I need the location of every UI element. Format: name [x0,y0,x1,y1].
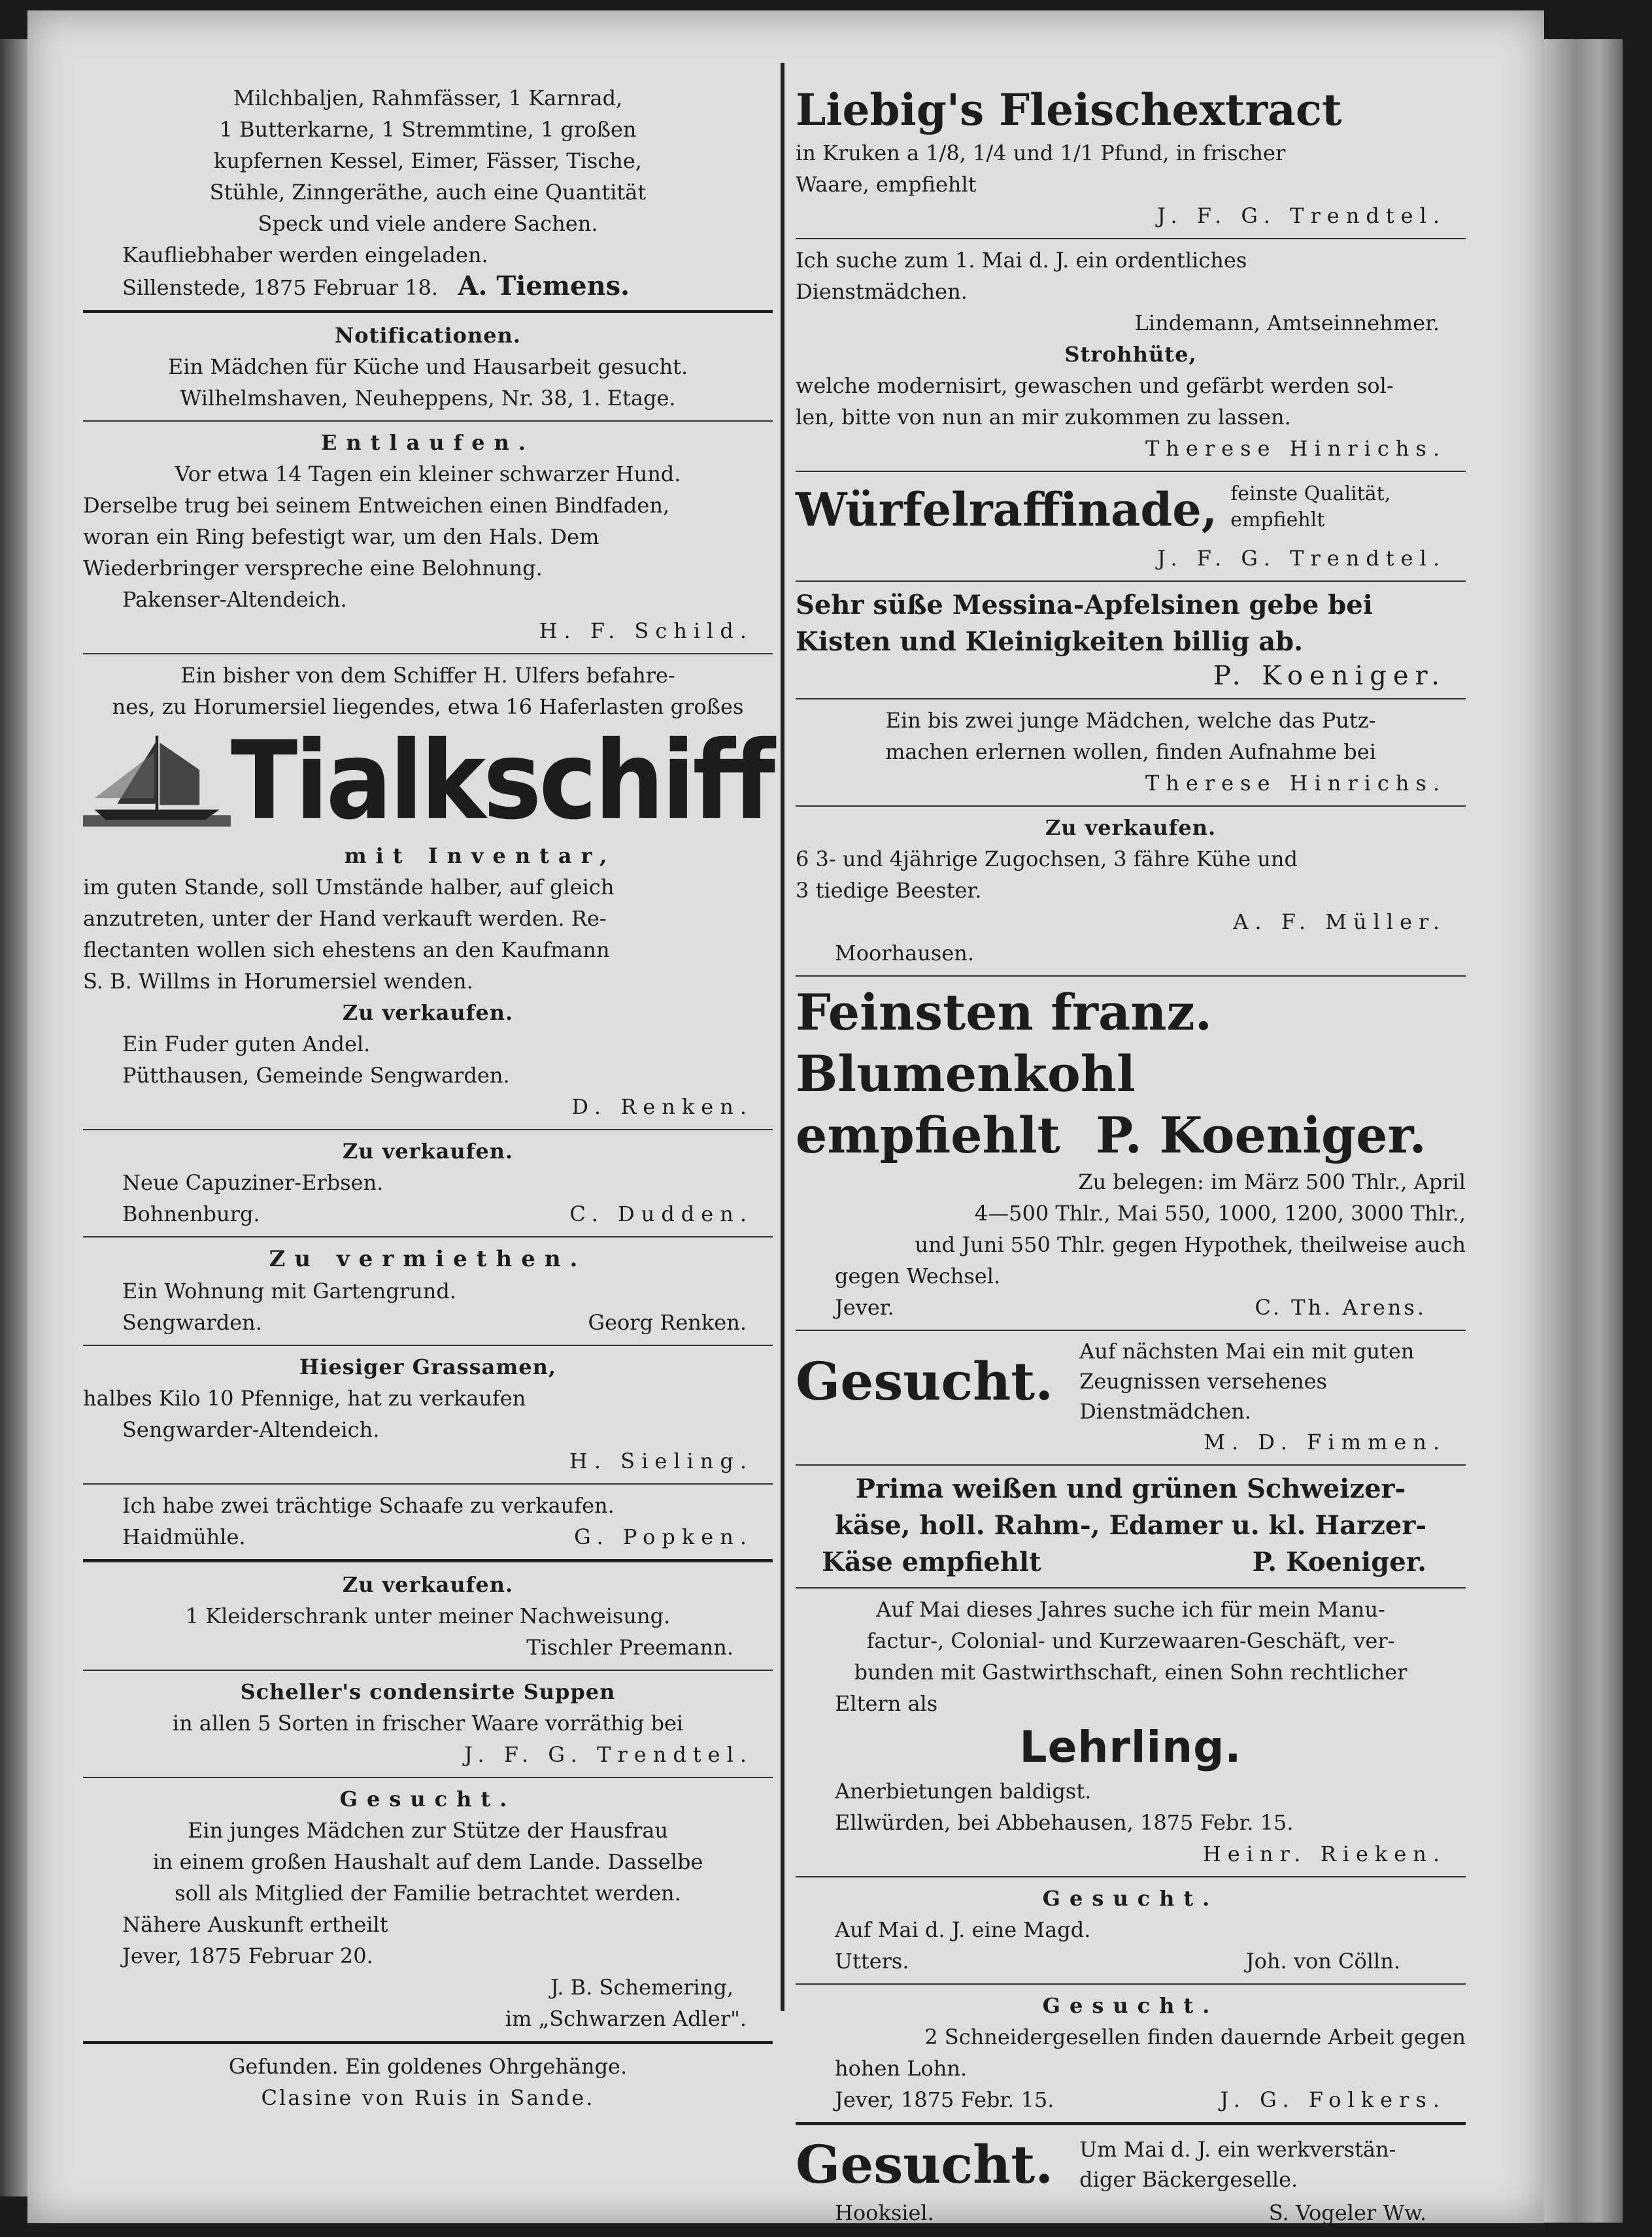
separator [83,653,773,654]
auction-ad [83,82,773,303]
tialk-header [83,718,773,844]
verm-line: Ein Wohnung mit Gartengrund. [122,1279,457,1304]
messina-line: Kisten und Kleinigkeiten billig ab. [796,626,1304,657]
blumen-empfiehlt: empfiehlt [796,1106,1060,1164]
sailing-ship-icon [83,722,231,840]
stroh-ad [796,339,1466,464]
notif-line: Wilhelmshaven, Neuheppens, Nr. 38, 1. Etage. [180,386,676,411]
gesucht5-title: Gesucht. [796,2134,1054,2195]
wuerfel-signature: J. F. G. Trendtel. [1157,546,1446,571]
verk1-line: Ein Fuder guten Andel. [122,1032,371,1056]
separator [83,1236,773,1237]
verk3-ad [83,1569,773,1663]
lehrling-signature: Heinr. Rieken. [1202,1842,1446,1866]
gesucht2-line-1: Auf nächsten Mai ein mit guten [1079,1339,1415,1364]
messina-line: Sehr süße Messina-Apfelsinen gebe bei [796,590,1373,620]
blumen-signature: P. Koeniger. [1095,1106,1426,1164]
gefunden-ad [83,2051,773,2113]
verk4-ad [796,812,1466,969]
blumen-ad [796,982,1466,1166]
gesucht2-signature: M. D. Fimmen. [1204,1430,1446,1455]
left-column [83,82,773,2113]
belegen-signature: C. Th. Arens. [1255,1295,1426,1320]
gesucht5-signature: S. Vogeler Ww. [1268,2200,1426,2225]
schaafe-line: Ich habe zwei trächtige Schaafe zu verkaufen. [122,1493,615,1518]
entlaufen-title: Entlaufen. [320,430,535,455]
putz-signature: Therese Hinrichs. [1145,771,1446,796]
entlaufen-signature: H. F. Schild. [539,618,753,643]
entlaufen-line: woran ein Ring befestigt war, um den Hals. Dem [83,524,599,549]
separator [83,1129,773,1130]
verk2-ad [83,1135,773,1230]
auction-line: Speck und viele andere Sachen. [258,211,598,236]
kaese-line: Prima weißen und grünen Schweizer- [855,1473,1406,1504]
stroh-line: welche modernisirt, gewaschen und gefärbt werden sol- [796,373,1394,398]
stroh-title: Strohhüte, [1064,342,1197,367]
wuerfel-side-1: feinste Qualität, [1230,482,1391,505]
scheller-line: in allen 5 Sorten in frischer Waare vorräthig bei [172,1711,684,1736]
verm-title: Zu vermiethen. [269,1246,587,1272]
gesucht4-place-date: Jever, 1875 Febr. 15. [835,2087,1054,2112]
kaese-signature: P. Koeniger. [1252,1547,1426,1577]
lehrling-line: bunden mit Gastwirthschaft, einen Sohn rechtlicher [854,1660,1408,1685]
gesucht1-signature: J. B. Schemering, [550,1975,733,2000]
gras-ad [83,1351,773,1477]
gras-line: halbes Kilo 10 Pfennige, hat zu verkaufen [83,1386,526,1411]
separator [83,1345,773,1346]
gesucht5-text [1053,2134,1396,2195]
dienst-signature: Lindemann, Amtseinnehmer. [1134,311,1440,335]
gras-place: Sengwarder-Altendeich. [122,1417,380,1442]
gesucht3-signature: Joh. von Cölln. [1245,1949,1400,1974]
stroh-line: len, bitte von nun an mir zukommen zu lassen. [796,405,1291,429]
gesucht2-title: Gesucht. [796,1351,1054,1412]
gesucht4-ad [796,1990,1466,2115]
kaese-footer [796,1544,1466,1581]
verk3-signature: Tischler Preemann. [526,1635,733,1660]
belegen-ad [796,1166,1466,1323]
verm-footer [83,1307,773,1338]
scheller-signature: J. F. G. Trendtel. [464,1742,753,1767]
verm-ad [83,1243,773,1338]
gesucht2-text [1053,1336,1466,1426]
schaafe-place: Haidmühle. [122,1524,246,1549]
gesucht1-title: Gesucht. [339,1787,516,1811]
gesucht5-footer [796,2197,1466,2229]
auction-invite: Kaufliebhaber werden eingeladen. [122,243,488,267]
scheller-title: Scheller's condensirte Suppen [240,1679,616,1704]
lehrling-ad [796,1594,1466,1870]
separator [796,1983,1466,1985]
schaafe-signature: G. Popken. [574,1524,753,1549]
wuerfel-header [796,477,1466,543]
verk1-title: Zu verkaufen. [342,1000,514,1025]
separator [83,1559,773,1562]
liebig-signature: J. F. G. Trendtel. [1157,203,1446,228]
separator [796,2122,1466,2125]
belegen-footer [796,1292,1466,1323]
separator [83,1670,773,1671]
entlaufen-line: Wiederbringer verspreche eine Belohnung. [83,556,543,580]
gesucht4-line: 2 Schneidergesellen finden dauernde Arbeit gegen [924,2025,1466,2049]
verk4-line: 3 tiedige Beester. [796,878,982,903]
verk4-place: Moorhausen. [835,941,975,966]
lehrling-line: Eltern als [835,1691,938,1716]
wuerfel-side [1217,481,1391,543]
separator [796,1330,1466,1331]
tialk-intro: Ein bisher von dem Schiffer H. Ulfers befahre- [180,663,675,688]
verm-place: Sengwarden. [122,1310,262,1335]
entlaufen-line: Derselbe trug bei seinem Entweichen einen Bindfaden, [83,493,670,518]
schaafe-ad [83,1490,773,1553]
liebig-ad [796,82,1466,231]
auction-footer [83,271,773,303]
gesucht1-line: soll als Mitglied der Familie betrachtet werden. [175,1881,681,1906]
gesucht1-ad [83,1783,773,2034]
gesucht1-info: Nähere Auskunft ertheilt [122,1912,388,1937]
verk4-line: 6 3- und 4jährige Zugochsen, 3 fähre Kühe und [796,847,1298,871]
tialk-title: Tialkschiff [230,718,773,844]
messina-signature: P. Koeniger. [1213,661,1446,691]
schaafe-footer [83,1521,773,1553]
auction-line: 1 Butterkarne, 1 Stremmtine, 1 großen [219,117,637,142]
lehrling-title: Lehrling. [1019,1722,1242,1772]
tialk-subtitle: mit Inventar, [344,843,616,868]
gesucht4-signature: J. G. Folkers. [1220,2087,1446,2112]
putz-ad [796,705,1466,799]
gesucht2-header [796,1336,1466,1426]
book-edge [1544,39,1623,2223]
scheller-ad [83,1676,773,1770]
gesucht3-place: Utters. [835,1949,909,1974]
messina-ad [796,587,1466,692]
verm-signature: Georg Renken. [588,1310,747,1335]
verk1-signature: D. Renken. [571,1094,753,1119]
putz-line: machen erlernen wollen, finden Aufnahme bei [885,739,1376,764]
gesucht1-place-date: Jever, 1875 Februar 20. [122,1943,373,1968]
gesucht4-footer [796,2084,1466,2115]
wuerfel-ad [796,477,1466,574]
separator [83,420,773,422]
liebig-title: Liebig's Fleischextract [796,84,1342,135]
gesucht2-line-2: Zeugnissen versehenes Dienstmädchen. [1079,1369,1327,1424]
separator [83,1483,773,1485]
separator [796,1464,1466,1466]
verk2-title: Zu verkaufen. [342,1139,514,1164]
verk4-title: Zu verkaufen. [1045,815,1217,840]
separator [83,1777,773,1778]
gesucht1-signature: im „Schwarzen Adler". [505,2006,747,2031]
tialk-ad [83,660,773,997]
gesucht3-footer [796,1945,1466,1977]
gesucht5-line-2: diger Bäckergeselle. [1079,2167,1298,2192]
separator [796,1876,1466,1877]
lehrling-line: factur-, Colonial- und Kurzewaaren-Geschäft, ver- [866,1628,1395,1653]
gesucht5-line-1: Um Mai d. J. ein werkverstän- [1079,2137,1396,2162]
verk1-ad [83,997,773,1122]
kaese-line: käse, holl. Rahm-, Edamer u. kl. Harzer- [835,1510,1426,1541]
separator [83,2041,773,2044]
newspaper-page [27,10,1544,2223]
verk2-signature: C. Dudden. [569,1202,753,1226]
notif-line: Ein Mädchen für Küche und Hausarbeit gesucht. [167,354,688,379]
gefunden-signature: Clasine von Ruis in Sande. [261,2085,595,2110]
wuerfel-title: Würfelraffinade, [796,482,1218,537]
gesucht3-title: Gesucht. [1042,1886,1219,1911]
notif-ad [83,320,773,414]
verk4-signature: A. F. Müller. [1233,909,1446,934]
gesucht1-line: Ein junges Mädchen zur Stütze der Hausfrau [188,1818,668,1843]
dienst-line: Dienstmädchen. [796,279,968,304]
gesucht5-ad [796,2132,1466,2229]
adjacent-page-edge [0,39,27,2196]
gesucht4-title: Gesucht. [1042,1993,1219,2018]
blumen-title: Feinsten franz. Blumenkohl [796,983,1213,1103]
gesucht1-line: in einem großen Haushalt auf dem Lande. Dasselbe [152,1849,703,1874]
auction-place-date: Sillenstede, 1875 Februar 18. [122,275,438,300]
wuerfel-side-2: empfiehlt [1230,509,1325,531]
auction-line: Stühle, Zinngeräthe, auch eine Quantität [209,180,647,205]
tialk-line: S. B. Willms in Horumersiel wenden. [83,969,473,994]
liebig-line: in Kruken a 1/8, 1/4 und 1/1 Pfund, in frischer [796,141,1286,165]
separator [83,310,773,313]
gesucht2-ad [796,1336,1466,1458]
column-divider [781,63,784,2011]
gesucht5-header [796,2132,1466,2197]
lehrling-place-date: Ellwürden, bei Abbehausen, 1875 Febr. 15. [835,1810,1294,1835]
separator [796,1587,1466,1589]
auction-line: kupfernen Kessel, Eimer, Fässer, Tische, [214,148,642,173]
entlaufen-ad [83,427,773,647]
belegen-line: und Juni 550 Thlr. gegen Hypothek, theilweise auch [915,1232,1466,1257]
verk2-line: Neue Capuziner-Erbsen. [122,1170,384,1195]
tialk-line: flectanten wollen sich ehestens an den Kaufmann [83,937,610,962]
separator [796,805,1466,807]
entlaufen-place: Pakenser-Altendeich. [122,587,347,612]
separator [796,975,1466,977]
belegen-line: gegen Wechsel. [835,1264,1001,1288]
belegen-line: Zu belegen: im März 500 Thlr., April [1078,1169,1466,1194]
kaese-ad [796,1471,1466,1581]
lehrling-offer: Anerbietungen baldigst. [835,1779,1092,1804]
notif-title: Notificationen. [335,323,521,348]
gesucht3-line: Auf Mai d. J. eine Magd. [835,1917,1091,1942]
belegen-line: 4—500 Thlr., Mai 550, 1000, 1200, 3000 Thlr., [974,1201,1466,1226]
gras-signature: H. Sieling. [569,1449,753,1473]
gesucht4-line: hohen Lohn. [835,2056,968,2081]
dienst-line: Ich suche zum 1. Mai d. J. ein ordentliches [796,248,1247,273]
verk3-title: Zu verkaufen. [342,1572,514,1597]
putz-line: Ein bis zwei junge Mädchen, welche das Putz- [885,708,1376,733]
dienst-ad [796,244,1466,339]
gras-title: Hiesiger Grassamen, [299,1354,556,1379]
gesucht5-place: Hooksiel. [835,2200,934,2225]
lehrling-line: Auf Mai dieses Jahres suche ich für mein Manu- [876,1597,1385,1622]
gesucht3-ad [796,1883,1466,1977]
blumen-footer [796,1105,1466,1166]
separator [796,238,1466,239]
tialk-line: anzutreten, unter der Hand verkauft werden. Re- [83,906,607,931]
separator [796,698,1466,699]
auction-signature: A. Tiemens. [458,271,630,301]
tialk-line: im guten Stande, soll Umstände halber, auf gleich [83,875,615,900]
liebig-line: Waare, empfiehlt [796,172,977,197]
kaese-empfiehlt: Käse empfiehlt [822,1547,1041,1577]
verk3-line: 1 Kleiderschrank unter meiner Nachweisung. [185,1604,671,1628]
verk1-place: Pütthausen, Gemeinde Sengwarden. [122,1063,510,1088]
separator [796,580,1466,582]
auction-line: Milchbaljen, Rahmfässer, 1 Karnrad, [233,86,623,110]
separator [796,471,1466,472]
stroh-signature: Therese Hinrichs. [1145,436,1446,461]
right-column [796,82,1466,2229]
gefunden-line: Gefunden. Ein goldenes Ohrgehänge. [228,2054,628,2079]
tialk-intro: nes, zu Horumersiel liegendes, etwa 16 Haferlasten großes [112,694,744,719]
verk2-place: Bohnenburg. [122,1202,260,1226]
entlaufen-line: Vor etwa 14 Tagen ein kleiner schwarzer Hund. [175,462,681,486]
verk2-footer [83,1198,773,1230]
belegen-place: Jever. [835,1295,894,1320]
